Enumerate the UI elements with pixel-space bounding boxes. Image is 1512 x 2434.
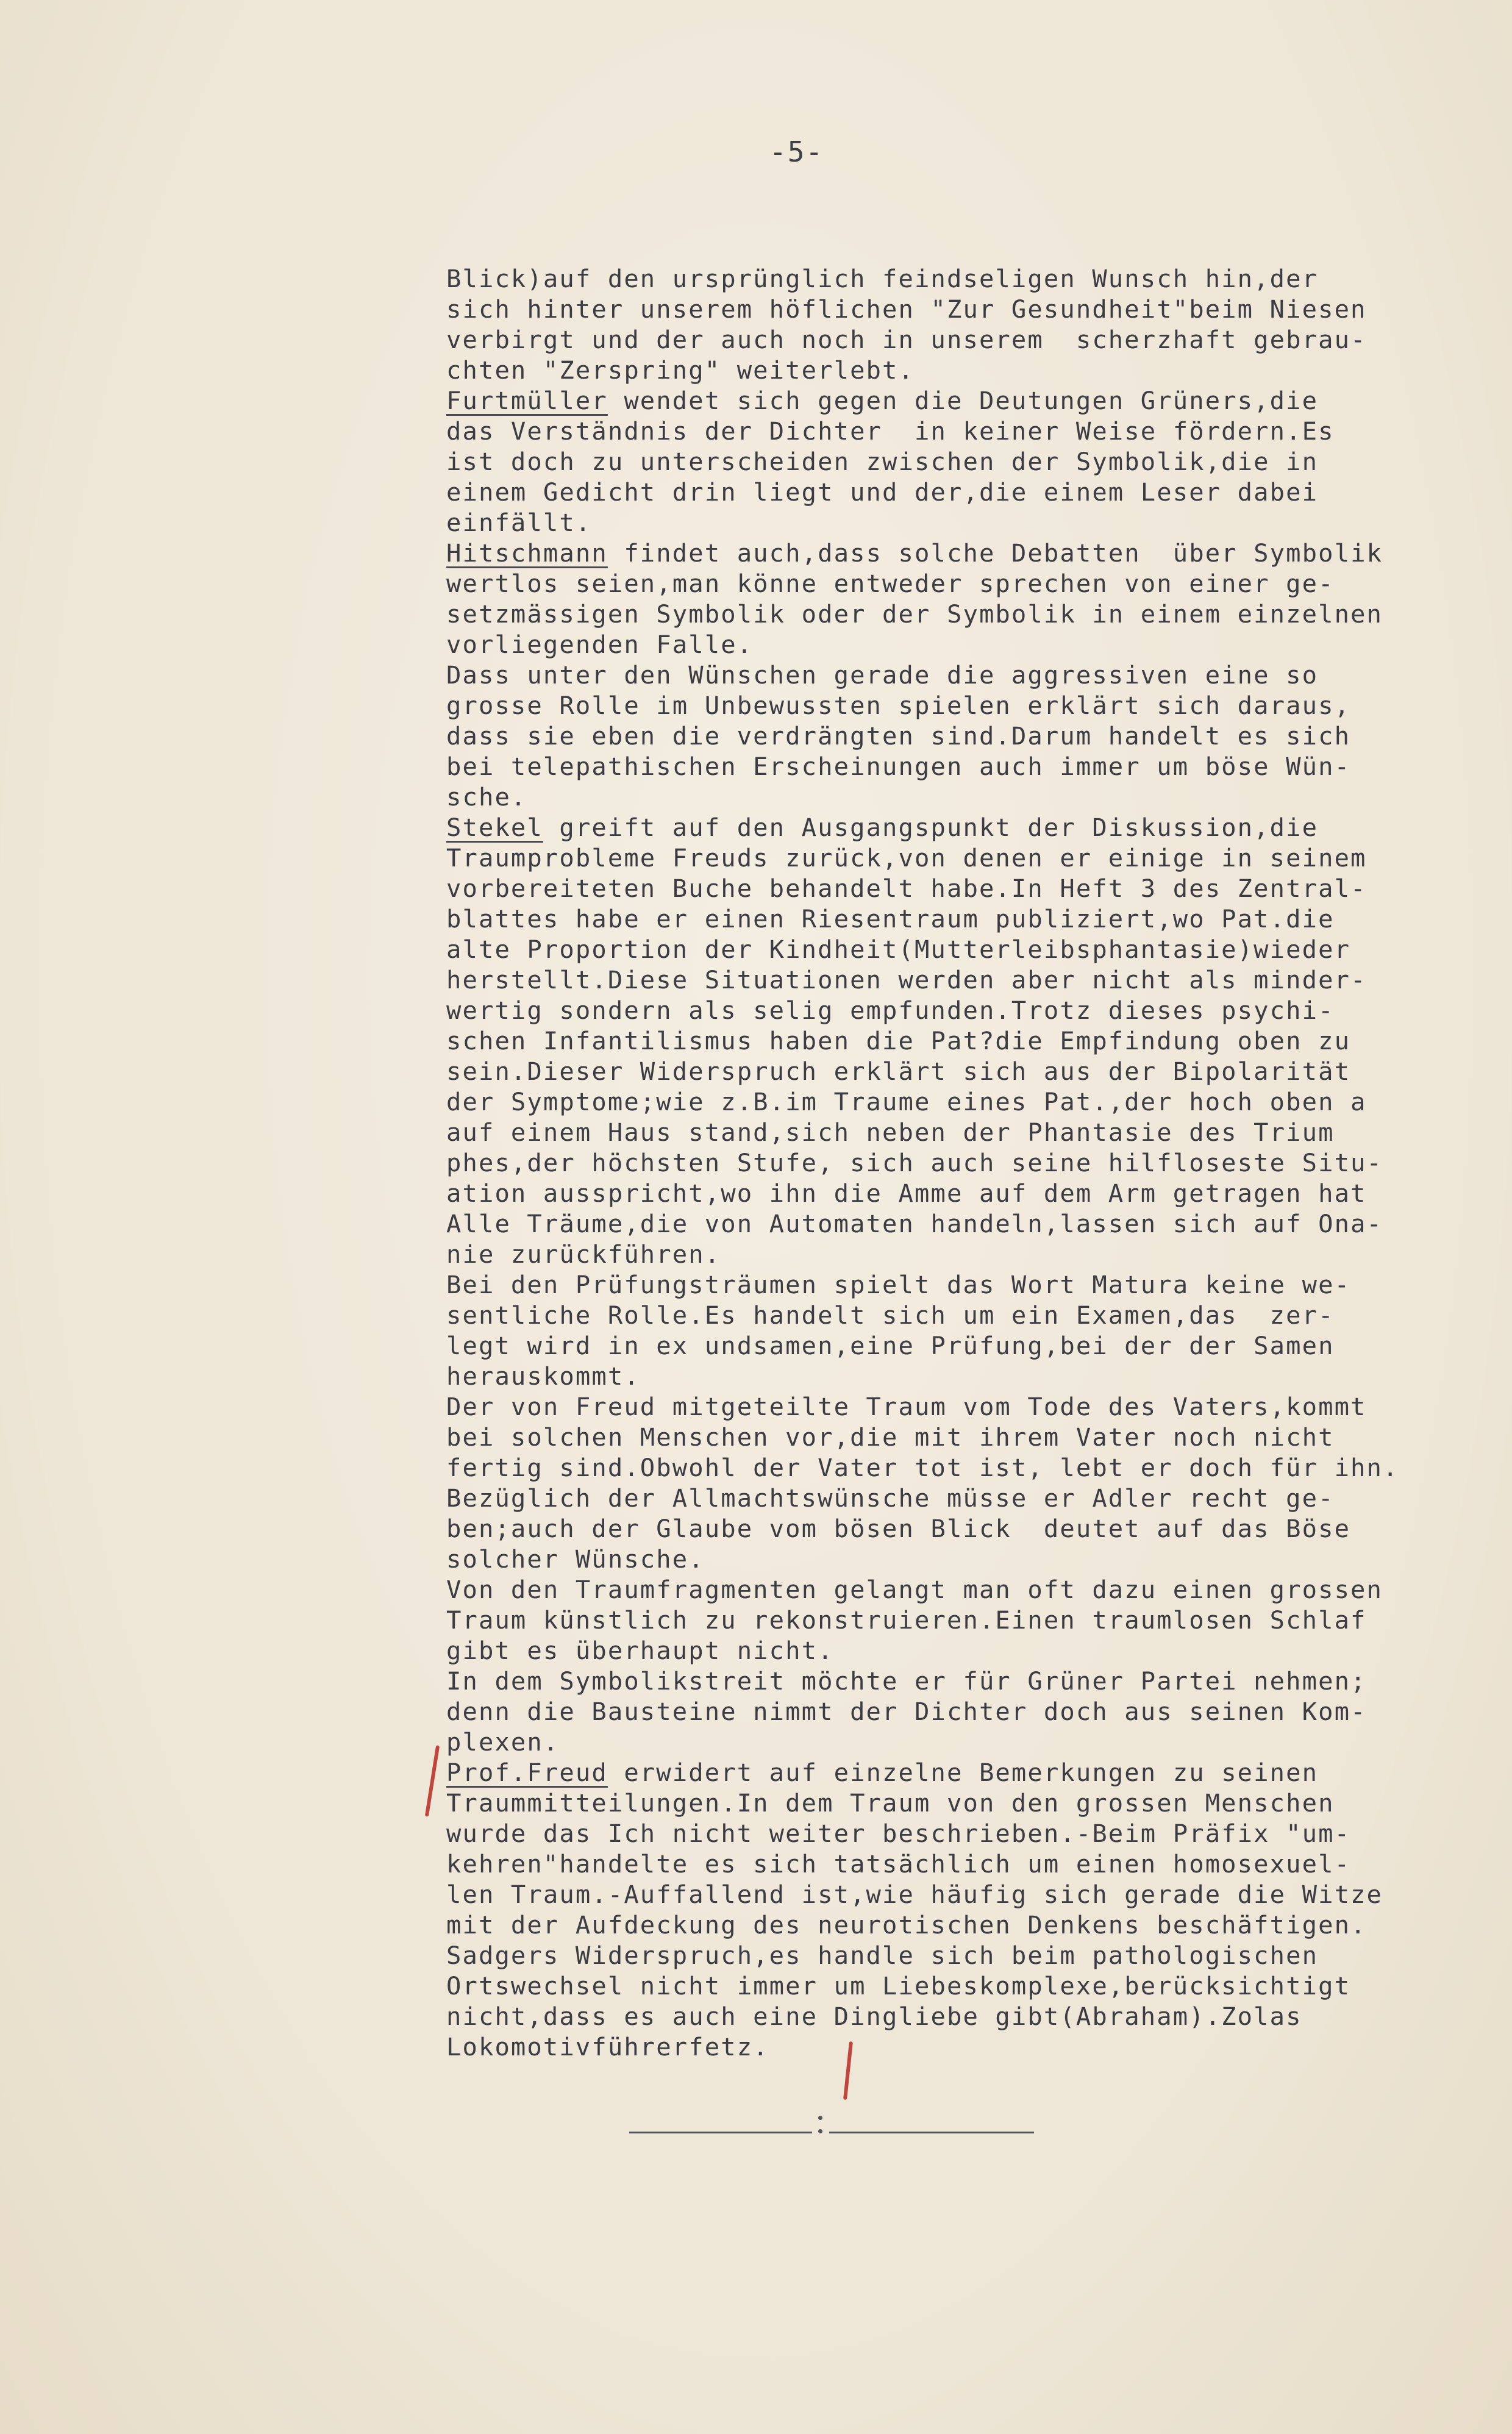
text-line: Der von Freud mitgeteilte Traum vom Tode des Vaters,kommt (446, 1392, 1367, 1421)
text-line (446, 1757, 1495, 1788)
text-line: vorliegenden Falle. (446, 630, 754, 659)
closing-rule-left (629, 2132, 812, 2133)
text-line: wertlos seien,man könne entweder sprechen von einer ge- (446, 569, 1335, 598)
text-line: der Symptome;wie z.B.im Traume eines Pat.,der hoch oben a (446, 1087, 1367, 1116)
text-line: Sadgers Widerspruch,es handle sich beim pathologischen (446, 1941, 1319, 1970)
text-line (446, 538, 1495, 568)
text-line: einfällt. (446, 508, 592, 537)
text-line: schen Infantilismus haben die Pat?die Empfindung oben zu (446, 1026, 1351, 1055)
text-line: herauskommt. (446, 1362, 640, 1391)
text-line: Traum künstlich zu rekonstruieren.Einen traumlosen Schlaf (446, 1605, 1367, 1635)
text-line: Bei den Prüfungsträumen spielt das Wort Matura keine we- (446, 1270, 1351, 1299)
text-line: wertig sondern als selig empfunden.Trotz dieses psychi- (446, 996, 1335, 1025)
text-line: vorbereiteten Buche behandelt habe.In Heft 3 des Zentral- (446, 874, 1367, 903)
text-line: Blick)auf den ursprünglich feindseligen Wunsch hin,der (446, 264, 1319, 293)
line-text: greift auf den Ausgangspunkt der Diskussion,die (543, 813, 1319, 842)
text-line: In dem Symbolikstreit möchte er für Grüner Partei nehmen; (446, 1666, 1367, 1696)
text-line: blattes habe er einen Riesentraum publiziert,wo Pat.die (446, 904, 1335, 933)
text-line: das Verständnis der Dichter in keiner Weise fördern.Es (446, 416, 1335, 446)
text-line: ben;auch der Glaube vom bösen Blick deutet auf das Böse (446, 1514, 1351, 1543)
margin-annotation-mark (425, 1745, 440, 1816)
closing-rule-right (829, 2132, 1034, 2133)
text-line: Traummitteilungen.In dem Traum von den grossen Menschen (446, 1788, 1335, 1818)
text-line: legt wird in ex undsamen,eine Prüfung,bei der der Samen (446, 1331, 1335, 1360)
text-line: alte Proportion der Kindheit(Mutterleibsphantasie)wieder (446, 935, 1351, 964)
text-line: phes,der höchsten Stufe, sich auch seine hilfloseste Situ- (446, 1148, 1383, 1177)
text-line: Ortswechsel nicht immer um Liebeskomplexe,berücksichtigt (446, 1971, 1351, 2000)
text-line: wurde das Ich nicht weiter beschrieben.-Beim Präfix "um- (446, 1819, 1351, 1848)
text-line: gibt es überhaupt nicht. (446, 1636, 834, 1665)
text-line: auf einem Haus stand,sich neben der Phantasie des Trium (446, 1118, 1335, 1147)
text-line: nie zurückführen. (446, 1240, 721, 1269)
text-line: bei solchen Menschen vor,die mit ihrem Vater noch nicht (446, 1422, 1335, 1452)
text-line: len Traum.-Auffallend ist,wie häufig sich gerade die Witze (446, 1880, 1383, 1909)
text-line: Lokomotivführerfetz. (446, 2032, 769, 2061)
text-line: sche. (446, 782, 527, 812)
text-line: solcher Wünsche. (446, 1544, 705, 1574)
text-line: denn die Bausteine nimmt der Dichter doch aus seinen Kom- (446, 1697, 1367, 1726)
closing-colon-dot (818, 2116, 822, 2120)
text-line (446, 385, 1495, 416)
body-text (446, 263, 1495, 2062)
line-text: wendet sich gegen die Deutungen Grüners,die (607, 386, 1319, 415)
text-line: einem Gedicht drin liegt und der,die einem Leser dabei (446, 477, 1319, 507)
text-line: mit der Aufdeckung des neurotischen Denkens beschäftigen. (446, 1910, 1367, 1940)
text-line: sein.Dieser Widerspruch erklärt sich aus der Bipolarität (446, 1057, 1351, 1086)
text-line: herstellt.Diese Situationen werden aber nicht als minder- (446, 965, 1367, 994)
line-text: erwidert auf einzelne Bemerkungen zu seinen (607, 1758, 1319, 1787)
text-line: setzmässigen Symbolik oder der Symbolik in einem einzelnen (446, 599, 1383, 629)
text-line: Alle Träume,die von Automaten handeln,lassen sich auf Ona- (446, 1209, 1383, 1238)
text-line (446, 812, 1495, 843)
text-line: Bezüglich der Allmachtswünsche müsse er Adler recht ge- (446, 1483, 1335, 1513)
text-line: ation ausspricht,wo ihn die Amme auf dem Arm getragen hat (446, 1179, 1367, 1208)
text-line: dass sie eben die verdrängten sind.Darum handelt es sich (446, 721, 1351, 751)
page-number: -5- (769, 135, 824, 168)
text-line: verbirgt und der auch noch in unserem scherzhaft gebrau- (446, 325, 1367, 354)
text-line: chten "Zerspring" weiterlebt. (446, 355, 915, 385)
text-line: Von den Traumfragmenten gelangt man oft dazu einen grossen (446, 1575, 1383, 1604)
speaker-name: Prof.Freud (446, 1758, 608, 1787)
speaker-name: Stekel (446, 813, 543, 842)
text-line: bei telepathischen Erscheinungen auch immer um böse Wün- (446, 752, 1351, 781)
text-line: grosse Rolle im Unbewussten spielen erklärt sich daraus, (446, 691, 1351, 720)
text-line: nicht,dass es auch eine Dingliebe gibt(Abraham).Zolas (446, 2002, 1302, 2031)
closing-colon-dot (818, 2129, 822, 2133)
text-line: Dass unter den Wünschen gerade die aggressiven eine so (446, 660, 1319, 690)
text-line: Traumprobleme Freuds zurück,von denen er einige in seinem (446, 843, 1367, 873)
speaker-name: Furtmüller (446, 386, 608, 415)
speaker-name: Hitschmann (446, 538, 608, 568)
text-line: kehren"handelte es sich tatsächlich um einen homosexuel- (446, 1849, 1351, 1879)
text-line: plexen. (446, 1727, 560, 1757)
text-line: ist doch zu unterscheiden zwischen der Symbolik,die in (446, 447, 1319, 476)
text-line: sich hinter unserem höflichen "Zur Gesundheit"beim Niesen (446, 294, 1367, 324)
text-line: fertig sind.Obwohl der Vater tot ist, lebt er doch für ihn. (446, 1453, 1399, 1482)
line-text: findet auch,dass solche Debatten über Symbolik (607, 538, 1383, 568)
text-line: sentliche Rolle.Es handelt sich um ein Examen,das zer- (446, 1301, 1335, 1330)
